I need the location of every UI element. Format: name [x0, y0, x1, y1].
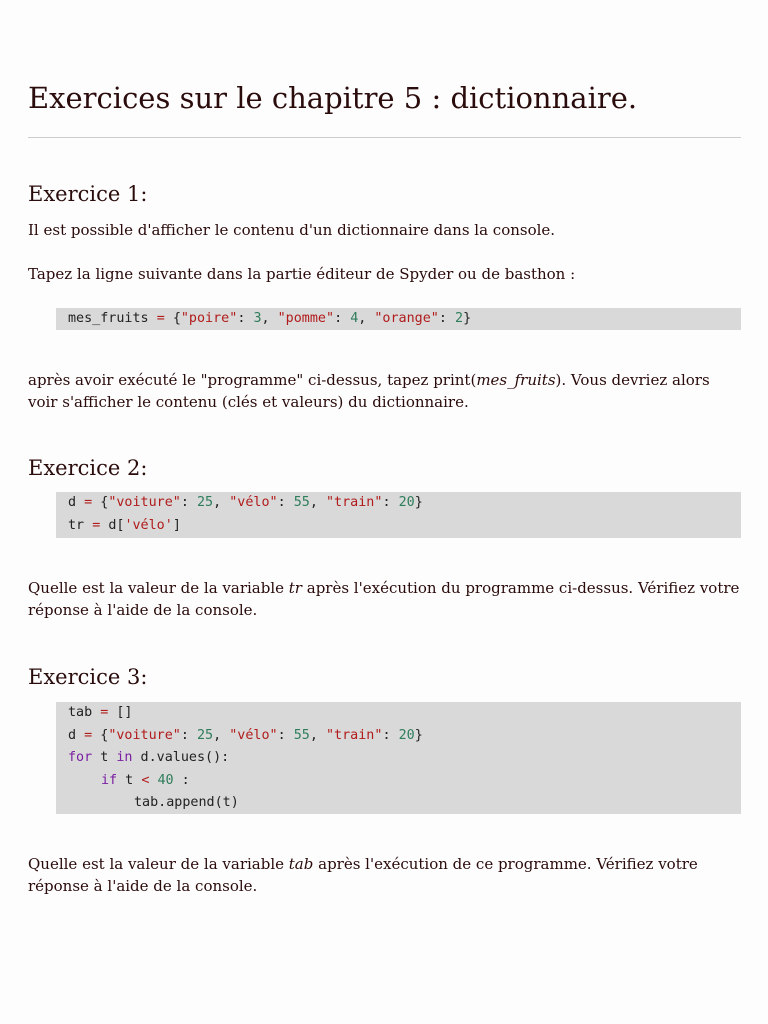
code-line: d = {"voiture": 25, "vélo": 55, "train": 20}	[68, 727, 423, 743]
exercise-2-question: Quelle est la valeur de la variable tr après l'exécution du programme ci-dessus. Vérifiez votre réponse à l'aide de la console.	[28, 579, 740, 619]
code-line: d = {"voiture": 25, "vélo": 55, "train": 20}	[68, 495, 423, 510]
exercise-3-code-block	[56, 702, 741, 814]
code-line: if t < 40 :	[101, 772, 190, 788]
code-line: tr = d['vélo']	[68, 517, 181, 533]
exercise-1-intro: Il est possible d'afficher le contenu d'un dictionnaire dans la console.	[28, 221, 556, 239]
exercise-3-question: Quelle est la valeur de la variable tab après l'exécution de ce programme. Vérifiez votre réponse à l'aide de la console.	[28, 855, 698, 895]
exercise-2-code-block	[56, 492, 741, 538]
code-line: tab = []	[68, 705, 133, 720]
title-divider	[28, 137, 741, 138]
exercise-1-explanation: après avoir exécuté le "programme" ci-dessus, tapez print(mes_fruits). Vous devriez alors voir s'afficher le contenu (clés et valeurs) du dictionnaire.	[28, 371, 710, 411]
code-line: for t in d.values():	[68, 750, 230, 765]
exercise-1-heading: Exercice 1:	[28, 182, 148, 206]
exercise-1-code-block	[56, 308, 741, 330]
exercise-2-heading: Exercice 2:	[28, 456, 148, 480]
code-line: mes_fruits = {"poire": 3, "pomme": 4, "orange": 2}	[68, 311, 472, 326]
exercise-1-instruction: Tapez la ligne suivante dans la partie éditeur de Spyder ou de basthon :	[28, 265, 576, 283]
exercise-3-heading: Exercice 3:	[28, 665, 148, 689]
code-line: tab.append(t)	[134, 795, 239, 810]
page-title: Exercices sur le chapitre 5 : dictionnaire.	[28, 81, 638, 115]
